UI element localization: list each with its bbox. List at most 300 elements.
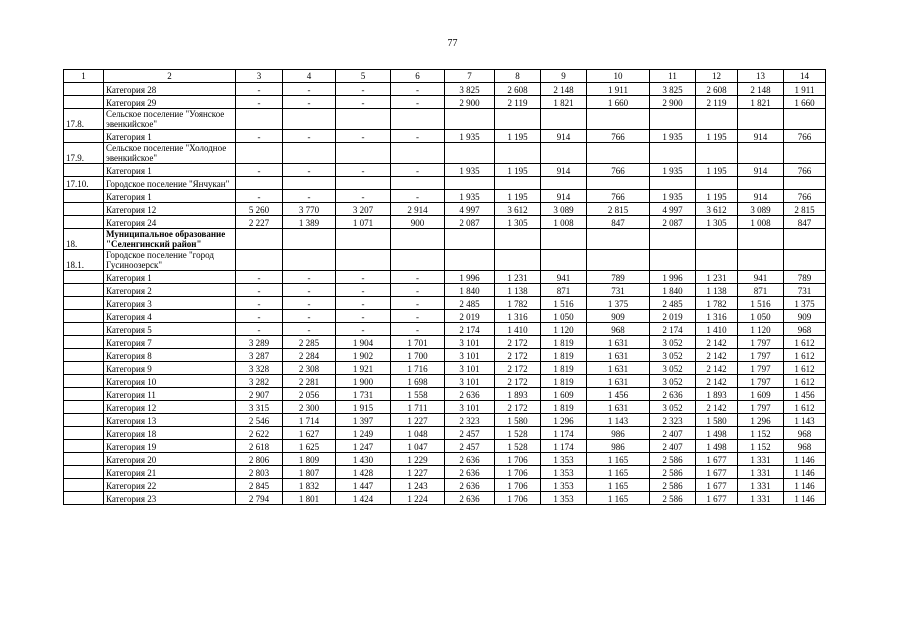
value-cell: 766 — [784, 130, 826, 143]
value-cell: 1 612 — [784, 375, 826, 388]
row-label: Категория 2 — [104, 284, 236, 297]
value-cell: - — [236, 310, 283, 323]
row-number — [64, 323, 104, 336]
row-number — [64, 479, 104, 492]
value-cell — [650, 177, 696, 190]
value-cell: 2 148 — [541, 83, 587, 96]
row-label: Категория 10 — [104, 375, 236, 388]
table-row — [64, 440, 826, 453]
value-cell — [587, 250, 650, 271]
value-cell: 2 815 — [587, 203, 650, 216]
value-cell: 1 050 — [738, 310, 784, 323]
value-cell — [541, 229, 587, 250]
value-cell: 2 608 — [495, 83, 541, 96]
value-cell: - — [283, 310, 336, 323]
value-cell: 1 227 — [391, 414, 445, 427]
value-cell: 3 101 — [445, 349, 495, 362]
row-number — [64, 96, 104, 109]
value-cell: 941 — [738, 271, 784, 284]
value-cell: 1 782 — [495, 297, 541, 310]
row-number — [64, 492, 104, 505]
value-cell — [336, 109, 391, 130]
row-number — [64, 310, 104, 323]
value-cell: - — [391, 310, 445, 323]
value-cell: 1 231 — [696, 271, 738, 284]
value-cell: 2 794 — [236, 492, 283, 505]
row-label: Категория 1 — [104, 130, 236, 143]
value-cell: - — [391, 130, 445, 143]
table-row — [64, 83, 826, 96]
value-cell — [495, 250, 541, 271]
value-cell: 2 586 — [650, 492, 696, 505]
value-cell: 914 — [738, 190, 784, 203]
value-cell: 1 120 — [541, 323, 587, 336]
value-cell: 2 087 — [445, 216, 495, 229]
value-cell — [283, 143, 336, 164]
value-cell: 968 — [784, 427, 826, 440]
value-cell: 1 782 — [696, 297, 738, 310]
column-header: 7 — [445, 70, 495, 83]
value-cell — [283, 177, 336, 190]
value-cell: - — [236, 130, 283, 143]
value-cell: - — [283, 130, 336, 143]
value-cell: - — [283, 323, 336, 336]
value-cell — [696, 109, 738, 130]
value-cell: 1 528 — [495, 427, 541, 440]
value-cell — [587, 109, 650, 130]
value-cell: 1 375 — [784, 297, 826, 310]
value-cell: 1 677 — [696, 479, 738, 492]
value-cell: 1 819 — [541, 401, 587, 414]
row-number — [64, 271, 104, 284]
value-cell — [445, 229, 495, 250]
value-cell: 2 019 — [445, 310, 495, 323]
value-cell: 1 701 — [391, 336, 445, 349]
value-cell: 2 142 — [696, 362, 738, 375]
value-cell: 731 — [784, 284, 826, 297]
value-cell: 2 608 — [696, 83, 738, 96]
value-cell: 1 146 — [784, 479, 826, 492]
table-row — [64, 401, 826, 414]
row-number: 17.8. — [64, 109, 104, 130]
row-number — [64, 203, 104, 216]
value-cell: 1 631 — [587, 362, 650, 375]
value-cell: 1 797 — [738, 375, 784, 388]
value-cell: 1 305 — [696, 216, 738, 229]
value-cell — [738, 229, 784, 250]
value-cell: 1 612 — [784, 362, 826, 375]
row-number — [64, 130, 104, 143]
value-cell: - — [236, 164, 283, 177]
value-cell — [445, 177, 495, 190]
value-cell: 968 — [784, 323, 826, 336]
value-cell: 1 716 — [391, 362, 445, 375]
row-label: Категория 24 — [104, 216, 236, 229]
value-cell — [391, 250, 445, 271]
value-cell: 2 019 — [650, 310, 696, 323]
value-cell — [784, 109, 826, 130]
value-cell: 1 143 — [784, 414, 826, 427]
value-cell: 766 — [587, 190, 650, 203]
value-cell: 2 407 — [650, 427, 696, 440]
value-cell: 986 — [587, 440, 650, 453]
row-label: Категория 1 — [104, 271, 236, 284]
value-cell: 2 622 — [236, 427, 283, 440]
column-header: 4 — [283, 70, 336, 83]
row-number — [64, 375, 104, 388]
row-label: Категория 4 — [104, 310, 236, 323]
row-label: Муниципальное образование "Селенгинский район" — [104, 229, 236, 250]
value-cell: 1 389 — [283, 216, 336, 229]
value-cell — [784, 177, 826, 190]
value-cell: 3 101 — [445, 401, 495, 414]
value-cell: 914 — [541, 130, 587, 143]
row-number — [64, 83, 104, 96]
value-cell: 3 289 — [236, 336, 283, 349]
value-cell: 1 832 — [283, 479, 336, 492]
value-cell: 1 195 — [696, 130, 738, 143]
row-number — [64, 164, 104, 177]
value-cell: 2 586 — [650, 453, 696, 466]
value-cell: 2 636 — [445, 479, 495, 492]
value-cell: 2 636 — [445, 492, 495, 505]
value-cell: - — [336, 83, 391, 96]
value-cell: 2 172 — [495, 375, 541, 388]
value-cell: - — [283, 96, 336, 109]
value-cell: 4 997 — [650, 203, 696, 216]
value-cell: 871 — [541, 284, 587, 297]
value-cell: 2 457 — [445, 440, 495, 453]
row-label: Категория 12 — [104, 203, 236, 216]
value-cell: 1 631 — [587, 336, 650, 349]
value-cell — [236, 250, 283, 271]
value-cell: 3 207 — [336, 203, 391, 216]
value-cell — [391, 229, 445, 250]
section-row — [64, 229, 826, 250]
value-cell: 1 249 — [336, 427, 391, 440]
value-cell: 2 914 — [391, 203, 445, 216]
value-cell: 1 410 — [495, 323, 541, 336]
value-cell: 1 316 — [696, 310, 738, 323]
value-cell: 1 195 — [495, 164, 541, 177]
value-cell: 968 — [784, 440, 826, 453]
value-cell: 968 — [587, 323, 650, 336]
value-cell — [283, 109, 336, 130]
value-cell: 2 148 — [738, 83, 784, 96]
value-cell: 766 — [587, 164, 650, 177]
value-cell: 1 580 — [495, 414, 541, 427]
value-cell: 1 821 — [738, 96, 784, 109]
table-row — [64, 164, 826, 177]
column-header: 1 — [64, 70, 104, 83]
value-cell: - — [283, 284, 336, 297]
value-cell: 4 997 — [445, 203, 495, 216]
table-row — [64, 492, 826, 505]
value-cell: 1 120 — [738, 323, 784, 336]
value-cell — [336, 177, 391, 190]
value-cell: 1 008 — [541, 216, 587, 229]
table-row — [64, 130, 826, 143]
value-cell: 1 904 — [336, 336, 391, 349]
row-label: Категория 3 — [104, 297, 236, 310]
row-label: Категория 13 — [104, 414, 236, 427]
value-cell: 2 174 — [650, 323, 696, 336]
value-cell: 1 316 — [495, 310, 541, 323]
value-cell: 1 612 — [784, 336, 826, 349]
value-cell: 1 050 — [541, 310, 587, 323]
value-cell: 986 — [587, 427, 650, 440]
value-cell — [784, 250, 826, 271]
value-cell: 1 580 — [696, 414, 738, 427]
value-cell: 1 247 — [336, 440, 391, 453]
value-cell: 1 677 — [696, 492, 738, 505]
row-number — [64, 284, 104, 297]
value-cell: 2 636 — [650, 388, 696, 401]
value-cell: 2 323 — [650, 414, 696, 427]
value-cell: 909 — [784, 310, 826, 323]
value-cell: 3 825 — [650, 83, 696, 96]
value-cell: - — [391, 164, 445, 177]
value-cell: 1 353 — [541, 492, 587, 505]
value-cell: 1 996 — [445, 271, 495, 284]
value-cell: 5 260 — [236, 203, 283, 216]
value-cell: 1 331 — [738, 492, 784, 505]
value-cell: - — [236, 323, 283, 336]
value-cell: 3 101 — [445, 336, 495, 349]
table-row — [64, 414, 826, 427]
value-cell: 1 428 — [336, 466, 391, 479]
value-cell: 1 612 — [784, 349, 826, 362]
value-cell: 2 900 — [650, 96, 696, 109]
row-number: 17.9. — [64, 143, 104, 164]
value-cell — [336, 250, 391, 271]
table-row — [64, 323, 826, 336]
value-cell: 2 172 — [495, 362, 541, 375]
value-cell: 2 285 — [283, 336, 336, 349]
value-cell: 2 815 — [784, 203, 826, 216]
row-label: Категория 23 — [104, 492, 236, 505]
value-cell: - — [336, 130, 391, 143]
row-label: Категория 5 — [104, 323, 236, 336]
value-cell: 1 627 — [283, 427, 336, 440]
value-cell: 1 146 — [784, 492, 826, 505]
value-cell: 909 — [587, 310, 650, 323]
value-cell: 3 052 — [650, 362, 696, 375]
value-cell: 2 407 — [650, 440, 696, 453]
table-body — [64, 70, 826, 505]
value-cell — [738, 177, 784, 190]
value-cell: 1 516 — [738, 297, 784, 310]
value-cell: 1 231 — [495, 271, 541, 284]
row-label: Категория 28 — [104, 83, 236, 96]
column-header: 2 — [104, 70, 236, 83]
value-cell: 2 636 — [445, 453, 495, 466]
value-cell: - — [391, 284, 445, 297]
value-cell: 2 142 — [696, 401, 738, 414]
row-label: Категория 9 — [104, 362, 236, 375]
value-cell: 1 353 — [541, 466, 587, 479]
value-cell: 1 801 — [283, 492, 336, 505]
value-cell — [445, 250, 495, 271]
value-cell: - — [283, 297, 336, 310]
value-cell: 1 677 — [696, 453, 738, 466]
subsection-row — [64, 250, 826, 271]
value-cell — [738, 250, 784, 271]
value-cell: 914 — [738, 130, 784, 143]
table-row — [64, 297, 826, 310]
row-label: Категория 8 — [104, 349, 236, 362]
value-cell — [696, 143, 738, 164]
value-cell: 1 935 — [445, 130, 495, 143]
value-cell: 1 819 — [541, 336, 587, 349]
value-cell — [283, 250, 336, 271]
value-cell: 1 296 — [738, 414, 784, 427]
value-cell: 1 146 — [784, 453, 826, 466]
value-cell: 1 711 — [391, 401, 445, 414]
row-label: Категория 21 — [104, 466, 236, 479]
value-cell: 1 731 — [336, 388, 391, 401]
value-cell: 1 296 — [541, 414, 587, 427]
value-cell: 2 087 — [650, 216, 696, 229]
value-cell — [236, 229, 283, 250]
value-cell: 1 229 — [391, 453, 445, 466]
value-cell: 1 174 — [541, 427, 587, 440]
value-cell: 1 152 — [738, 427, 784, 440]
value-cell: - — [236, 297, 283, 310]
value-cell: 1 677 — [696, 466, 738, 479]
value-cell: 1 165 — [587, 479, 650, 492]
value-cell: 3 612 — [696, 203, 738, 216]
value-cell — [587, 143, 650, 164]
value-cell: 2 845 — [236, 479, 283, 492]
value-cell: 1 706 — [495, 466, 541, 479]
value-cell: 1 143 — [587, 414, 650, 427]
value-cell: 2 803 — [236, 466, 283, 479]
page-number: 77 — [447, 38, 458, 49]
value-cell — [650, 109, 696, 130]
value-cell: 3 052 — [650, 375, 696, 388]
column-header: 8 — [495, 70, 541, 83]
value-cell: 3 770 — [283, 203, 336, 216]
value-cell: 914 — [541, 190, 587, 203]
row-number — [64, 414, 104, 427]
table-row — [64, 310, 826, 323]
row-label: Категория 1 — [104, 190, 236, 203]
value-cell — [541, 109, 587, 130]
value-cell: 1 706 — [495, 479, 541, 492]
value-cell — [495, 177, 541, 190]
value-cell: - — [336, 96, 391, 109]
value-cell: - — [391, 271, 445, 284]
value-cell: 1 902 — [336, 349, 391, 362]
table-row — [64, 375, 826, 388]
column-header: 5 — [336, 70, 391, 83]
row-label: Категория 29 — [104, 96, 236, 109]
value-cell — [541, 177, 587, 190]
value-cell: 2 323 — [445, 414, 495, 427]
value-cell: - — [391, 96, 445, 109]
value-cell: 1 840 — [445, 284, 495, 297]
value-cell: 1 612 — [784, 401, 826, 414]
table-row — [64, 349, 826, 362]
value-cell — [696, 177, 738, 190]
value-cell: 1 498 — [696, 440, 738, 453]
value-cell — [283, 229, 336, 250]
table-row — [64, 96, 826, 109]
value-cell: 1 807 — [283, 466, 336, 479]
value-cell: 2 308 — [283, 362, 336, 375]
value-cell — [587, 177, 650, 190]
value-cell: 1 660 — [587, 96, 650, 109]
value-cell — [495, 143, 541, 164]
value-cell: 2 457 — [445, 427, 495, 440]
value-cell — [445, 143, 495, 164]
value-cell: - — [336, 284, 391, 297]
value-cell: - — [336, 164, 391, 177]
value-cell: 1 821 — [541, 96, 587, 109]
value-cell: 1 516 — [541, 297, 587, 310]
value-cell: 1 700 — [391, 349, 445, 362]
value-cell: - — [236, 284, 283, 297]
value-cell: 1 430 — [336, 453, 391, 466]
table-row — [64, 336, 826, 349]
value-cell: - — [336, 297, 391, 310]
value-cell: 1 819 — [541, 349, 587, 362]
table-row — [64, 362, 826, 375]
value-cell: 1 174 — [541, 440, 587, 453]
value-cell: 1 071 — [336, 216, 391, 229]
table-row — [64, 466, 826, 479]
value-cell: 3 089 — [541, 203, 587, 216]
value-cell: - — [236, 271, 283, 284]
value-cell — [784, 143, 826, 164]
value-cell: 2 900 — [445, 96, 495, 109]
table-row — [64, 203, 826, 216]
value-cell: 1 008 — [738, 216, 784, 229]
value-cell — [541, 250, 587, 271]
value-cell: 1 243 — [391, 479, 445, 492]
value-cell: 731 — [587, 284, 650, 297]
value-cell: 1 809 — [283, 453, 336, 466]
value-cell — [336, 229, 391, 250]
value-cell: 3 052 — [650, 401, 696, 414]
value-cell: 1 921 — [336, 362, 391, 375]
value-cell — [784, 229, 826, 250]
value-cell: 3 287 — [236, 349, 283, 362]
value-cell: 1 631 — [587, 401, 650, 414]
value-cell: 2 546 — [236, 414, 283, 427]
value-cell: 2 485 — [650, 297, 696, 310]
value-cell: 3 101 — [445, 362, 495, 375]
row-label: Категория 1 — [104, 164, 236, 177]
value-cell: 914 — [541, 164, 587, 177]
table-row — [64, 190, 826, 203]
value-cell: 1 397 — [336, 414, 391, 427]
value-cell: - — [283, 190, 336, 203]
value-cell: 2 586 — [650, 466, 696, 479]
value-cell: - — [236, 190, 283, 203]
value-cell: 1 048 — [391, 427, 445, 440]
value-cell: 1 819 — [541, 375, 587, 388]
value-cell: 941 — [541, 271, 587, 284]
value-cell: 2 142 — [696, 349, 738, 362]
value-cell: 3 825 — [445, 83, 495, 96]
value-cell — [650, 143, 696, 164]
row-number — [64, 216, 104, 229]
value-cell: 1 375 — [587, 297, 650, 310]
row-number — [64, 388, 104, 401]
tariff-table — [63, 69, 826, 505]
